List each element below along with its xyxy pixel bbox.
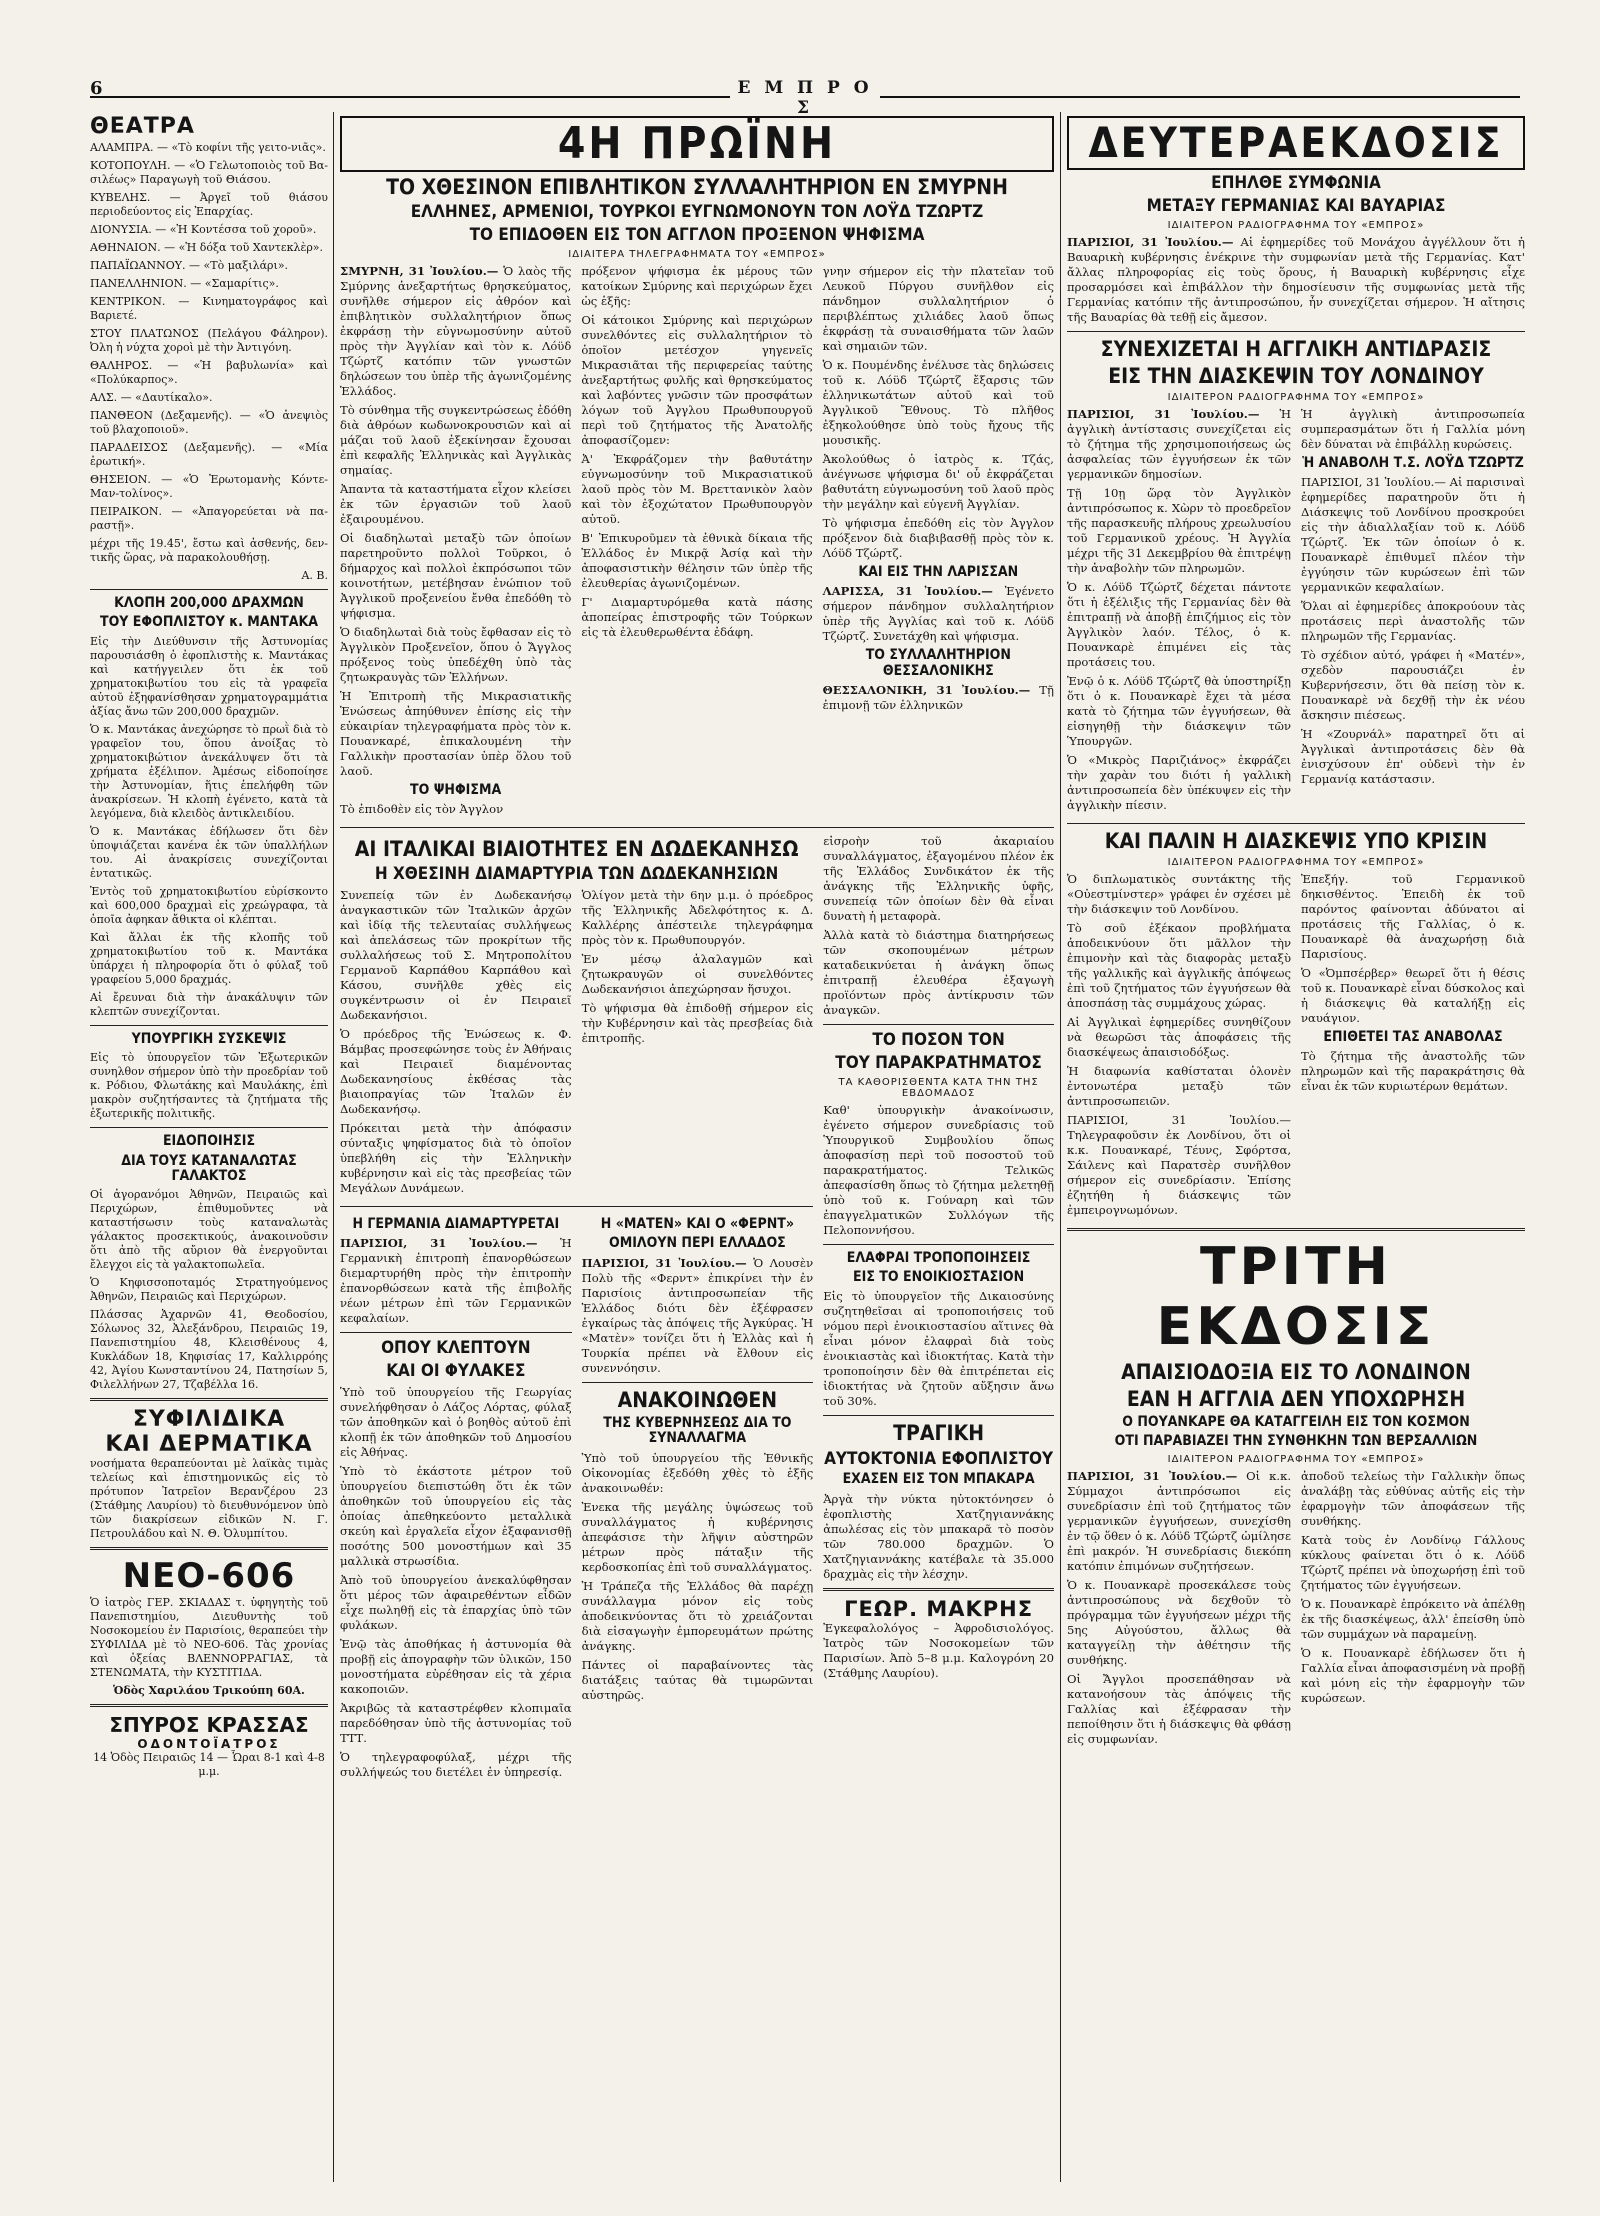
column-center [340, 112, 1054, 2192]
divider [823, 1024, 1054, 1025]
article-text: Ὁ Λουσὲν Πολὺ τῆς «Φερντ» ἐπικρίνει τὴν ἐν Παρισίοις ἀντιπροσωπείαν τῆς Ἑλλάδος διότι δὲν ἐξέφρασεν ἐγκαίρως τὰς ἀπόψεις τῆς Ἀγκύρας. Ἡ «Ματὲν» τονίζει ὅτι ἡ Ἑλλὰς καὶ ἡ Τουρκία πρέπει νὰ ἔλθουν εἰς συνεννόησιν. [581, 1255, 814, 1375]
article-paragraph [1067, 235, 1525, 325]
article-paragraph: Οἱ διαδηλωταὶ μεταξὺ τῶν ὁποίων παρετηροῦντο πολλοὶ Τοῦρκοι, ὁ δήμαρχος καὶ πολλοὶ ἐκπρόσωποι τῶν κοινοτήτων, μετέβησαν ἐνώπιον τοῦ Ἀγγλικοῦ προξενείου ἔνθα ἐπεδόθη τὸ ψήφισμα. [340, 530, 572, 620]
article-headline: ΤΟ ΠΟΣΟΝ ΤΟΝ [872, 1030, 1005, 1051]
article-headline: Ἡ ΑΝΑΒΟΛΗ Τ.Σ. ΛΟΫΔ ΤΖΩΡΤΖ [1302, 454, 1524, 471]
divider [1067, 823, 1525, 824]
article-columns [1067, 1469, 1525, 1751]
article-paragraph: Τὸ ζήτημα τῆς ἀναστολῆς τῶν πληρωμῶν καὶ τῆς παρακράτησις θὰ εἶναι ἐκ τῶν κυριωτέρων θεμάτων. [1301, 1049, 1525, 1094]
advertisement-body: νοσήματα θεραπεύονται μὲ λαϊκὰς τιμὰς τελείως καὶ ἐπιστημονικῶς εἰς τὸ πρότυπον Ἰατρεῖον Βερανζέρου 23 (Στάθμης Λαυρίου) τὸ διευθυνόμενον ὑπὸ τῶν διακρίσεων εἰδικῶν Ν. Γ. Πετρουλάδου καὶ Ν. Θ. Ὀλυμπίτου. [90, 1457, 328, 1541]
article-paragraph: Ἀπαντα τὰ καταστήματα εἶχον κλείσει ἐκ τῶν ἐργασιῶν τοῦ λαοῦ ἐξαιρουμένου. [340, 481, 572, 526]
article-paragraph: Τὸ ἐπιδοθὲν εἰς τὸν Ἀγγλον [340, 802, 504, 817]
article-headline: ΑΝΑΚΟΙΝΩΘΕΝ [617, 1387, 778, 1412]
advertisement-title: ΓΕΩΡ. ΜΑΚΡΗΣ [844, 1596, 1034, 1621]
list-item: ΠΑΠΑΪΩΑΝΝΟΥ. — «Τὸ μαξιλάρι». [90, 259, 289, 272]
article-headline: ΤΟ ΨΗΦΙΣΜΑ [410, 781, 502, 798]
article-column [1067, 1469, 1291, 1751]
article-paragraph: Εἰς τὸ ὑπουργεῖον τῶν Ἐξωτερικῶν συνηλθον σήμερον ὑπὸ τὴν προεδρίαν τοῦ κ. Ρόδιου, Φλωτάκης καὶ Μαυλάκης, ἐπὶ μακρὸν συζητήσαντες τὰ ζητήματα τῆς ἐξωτερικῆς πολιτικῆς. [90, 1051, 328, 1121]
divider [90, 1127, 328, 1128]
list-item: ΚΕΝΤΡΙΚΟΝ. — Κινηματογράφος καὶ Βαριετέ. [90, 295, 328, 322]
dateline: ΠΑΡΙΣΙΟΙ, 31 Ἰουλίου.— [340, 1236, 538, 1251]
article-subheadline: ΕΧΑΣΕΝ ΕΙΣ ΤΟΝ ΜΠΑΚΑΡΑ [842, 1471, 1035, 1488]
column-rule [333, 112, 334, 2182]
article-headline: ΕΠΙΘΕΤΕΙ ΤΑΣ ΑΝΑΒΟΛΑΣ [1323, 1028, 1503, 1045]
article-paragraph: Τῇ 10ῃ ὥρᾳ τὸν Ἀγγλικὸν ἀντιπρόσωπος κ. Χὼρν τὸ προεδρεῖον τῆς παρασκευῆς πλήρους χρεωλυσίου τοῦ Γερμανικοῦ χρέους. Ἡ Ἀγγλία μέχρι τῆς 31 Δεκεμβρίου θὰ ἐπιτρέψῃ τὴν ἀναβολὴν τῶν πληρωμῶν. [1067, 485, 1291, 575]
list-item: ΣΤΟΥ ΠΛΑΤΩΝΟΣ (Πελάγου Φάληρον). Ὀλη ἡ νύχτα χοροὶ μὲ τὴν Ἀντιγόνη. [90, 327, 328, 354]
article-paragraph: Κατὰ τοὺς ἐν Λονδίνῳ Γάλλους κύκλους φαίνεται ὅτι ὁ κ. Λόϋδ Τζώρτζ πρέπει νὰ ὑποχωρήσῃ ἐπὶ τοῦ ζητήματος τῶν ἐγγυήσεων. [1301, 1532, 1525, 1592]
advertisement-body: Ἐγκεφαλολόγος – Ἀφροδισιολόγος. Ἰατρὸς τῶν Νοσοκομείων τῶν Παρισίων. Ἀπὸ 5–8 μ.μ. Καλογρόνη 20 (Στάθμης Λαυρίου). [823, 1620, 1054, 1680]
advertisement-title: ΣΠΥΡΟΣ ΚΡΑΣΣΑΣ [109, 1713, 309, 1738]
list-item: ΑΛΑΜΠΡΑ. — «Τὸ κοφίνι τῆς γειτο-νιᾶς». [90, 141, 326, 154]
article-paragraph: Ὁ κ. Πουμένδης ἐνέλυσε τὰς δηλώσεις τοῦ κ. Λόϋδ Τζώρτζ ἔξαρσις τῶν ἑλληνικωτάτων αὐτοῦ καὶ τοῦ Ἀγγλικοῦ Ἔθνους. Τὸ πλῆθος ἐξηκολούθησε ὑπὸ τοὺς ἤχους τῆς μουσικῆς. [822, 357, 1054, 447]
article-paragraph: Ὁ «Μικρὸς Παριζιάνος» ἐκφράζει τὴν χαρὰν του διότι ἡ γαλλικὴ ἀντιπροσωπεία δὲν ὑπέκυψεν εἰς τὴν ἀγγλικὴν πίεσιν. [1067, 752, 1291, 812]
divider [90, 1547, 328, 1550]
article-subheadline: Ο ΠΟΥΑΝΚΑΡΕ ΘΑ ΚΑΤΑΓΓΕΙΛΗ ΕΙΣ ΤΟΝ ΚΟΣΜΟΝ [1122, 1414, 1470, 1431]
theatre-list [90, 141, 328, 583]
list-item: ΠΑΝΘΕΟΝ (Δεξαμενῆς). — «Ὁ ἀνεψιὸς τοῦ βλαχοποιοῦ». [90, 409, 328, 436]
article-subheadline: ΜΕΤΑΞΥ ΓΕΡΜΑΝΙΑΣ ΚΑΙ ΒΑΥΑΡΙΑΣ [1146, 195, 1446, 216]
article-paragraph: Τὸ σοῦ ἐξέκαον προβλήματα ἀποδεικνύουν ὅτι μᾶλλον τὴν ἐπιμονὴν καὶ τὰς διαφορὰς μεταξὺ τῆς γαλλικῆς καὶ ἀγγλικῆς ἀπόψεως ἐπὶ τοῦ ζητήματος τῶν ἐγγυήσεων θὰ ἀποσπάσῃ τὰς συμμάχους χώρας. [1067, 920, 1291, 1010]
article-paragraph: πρόξενον ψήφισμα ἐκ μέρους τῶν κατοίκων Σμύρνης καὶ περιχώρων ἔχει ὡς ἑξῆς: [581, 263, 813, 308]
article-headline: ΤΟ ΧΘΕΣΙΝΟΝ ΕΠΙΒΛΗΤΙΚΟΝ ΣΥΛΛΑΛΗΤΗΡΙΟΝ ΕΝ ΣΜΥΡΝΗ [386, 175, 1008, 200]
article-tag: ΤΑ ΚΑΘΟΡΙΣΘΕΝΤΑ ΚΑΤΑ ΤΗΝ ΤΗΣ ΕΒΔΟΜΑΔΟΣ [838, 1076, 1039, 1099]
article-paragraph: Συνεπείᾳ τῶν ἐν Δωδεκανήσῳ ἀναγκαστικῶν τῶν Ἰταλικῶν ἀρχῶν καὶ ἰδίᾳ τῆς τελευταίας συλλήψεως καὶ ἀπελάσεως τῶν προκρίτων τῆς συλλαλήσεως τοῦ Σ. Μητροπολίτου Γερμανοῦ Καρπάθου Καρπάθου καὶ Κάσου, συνῆλθε χθὲς εἰς συγκέντρωσιν οἱ ἐν Πειραιεῖ Δωδεκανήσιοι. [340, 888, 572, 1023]
list-item: μέχρι τῆς 19.45', ἔστω καὶ ἀσθενής, δεν-τικῆς ὥρας, νὰ παρακολουθήσῃ. [90, 537, 328, 564]
list-item: ΠΕΙΡΑΙΚΟΝ. — «Ἀπαγορεύεται νὰ πα-ραστῇ». [90, 505, 328, 532]
article-paragraph: Ὁ κ. Μαντάκας ἐδήλωσεν ὅτι δὲν ὑποψιάζεται κανένα ἐκ τῶν ὑπαλλήλων του. Αἱ ἀνακρίσεις συνεχίζονται ἐντατικῶς. [90, 824, 328, 880]
dateline: ΠΑΡΙΣΙΟΙ, 31 Ἰουλίου.— [581, 1255, 747, 1270]
article-tag: ΙΔΙΑΙΤΕΡΟΝ ΡΑΔΙΟΓΡΑΦΗΜΑ ΤΟΥ «ΕΜΠΡΟΣ» [1167, 1453, 1425, 1465]
newspaper-name: Ε Μ Π Ρ Ο Σ [730, 78, 880, 118]
article-paragraph: Ὑπὸ τὸ ἐκάστοτε μέτρον τοῦ ὑπουργείου διεπιστώθη ὅτι ἐκ τῶν ἀποθηκῶν τοῦ ὑπουργείου εἰς τὰς ὁποίας ἀπεθηκεύοντο μεταλλικὰ σκεύη καὶ ἐργαλεῖα εἶχον ἐξαφανισθῇ ποσότης 500 μονοστήμων καὶ 35 μαλλικὰ στρωσίδια. [340, 1463, 572, 1568]
article-paragraph: Ὁ διπλωματικὸς συντάκτης τῆς «Οὐεστμίνστερ» γράφει ἐν σχέσει μὲ τὴν διάσκεψιν τοῦ Λονδίνου. [1067, 871, 1291, 916]
article-paragraph: Ἡ Τράπεζα τῆς Ἑλλάδος θὰ παρέχῃ συνάλλαγμα μόνον εἰς τοὺς ἀποδεικνύοντας ὅτι τὸ χρειάζονται διὰ εἰσαγωγὴν ἐμπορευμάτων πρώτης ἀνάγκης. [581, 1578, 814, 1653]
divider [340, 1332, 572, 1333]
dateline: ΘΕΣΣΑΛΟΝΙΚΗ, 31 Ἰουλίου.— [822, 683, 1031, 698]
article-paragraph: Τὸ ψήφισμα θὰ ἐπιδοθῇ σήμερον εἰς τὴν Κυβέρνησιν καὶ τὰς πρεσβείας διὰ ἐπιτροπῆς. [581, 1001, 814, 1046]
article-headline: ΤΡΑΓΙΚΗ [893, 1421, 985, 1446]
article-columns [340, 1213, 813, 1784]
article-columns [1067, 407, 1525, 817]
article-subheadline: Η ΧΘΕΣΙΝΗ ΔΙΑΜΑΡΤΥΡΙΑ ΤΩΝ ΔΩΔΕΚΑΝΗΣΙΩΝ [374, 864, 779, 885]
article-subheadline: ΔΙΑ ΤΟΥΣ ΚΑΤΑΝΑΛΩΤΑΣ ΓΑΛΑΚΤΟΣ [121, 1152, 297, 1184]
dateline: ΛΑΡΙΣΣΑ, 31 Ἰουλίου.— [822, 584, 993, 599]
article-paragraph: γνην σήμερον εἰς τὴν πλατεῖαν τοῦ Λευκοῦ Πύργου συνῆλθον εἰς πάνδημον συλλαλητήριον ὁ περιβλέπτως χιλιάδες λαοῦ ὅπως ἐκφράσῃ τὰ συναισθήματα τῶν λαῶν καὶ σημαιῶν τῶν. [822, 263, 1054, 353]
divider [90, 1025, 328, 1026]
divider [823, 1588, 1054, 1591]
article-text: Ἡ Γερμανικὴ ἐπιτροπὴ ἐπανορθώσεων διεμαρτυρήθη πρὸς τὴν ἐπιτροπὴν ἐπανορθώσεων κατὰ τῆς ἐπιβολῆς νέων μέτρων ἐπὶ τῶν Γερμανικῶν κεφαλαίων. [340, 1236, 572, 1326]
article-paragraph: Ἀλλὰ κατὰ τὸ διάστημα διατηρήσεως τῶν σκοπουμένων μέτρων καταδεικνύεται ἡ ἀνάγκη ὅπως ἐπιτραπῇ ἐλευθέρα ἐξαγωγὴ προϊόντων πρὸς ἀντίκρυσιν τῶν ἀναγκῶν. [823, 928, 1054, 1018]
article-text: Ὁ λαὸς τῆς Σμύρνης ἀνεξαρτήτως θρησκεύματος, συνῆλθε σήμερον εἰς ἀθρόον καὶ ἐπιβλητικὸν συλλαλητήριον ὅπως ἐκφράσῃ τὴν εὐγνωμοσύνην αὐτοῦ πρὸς τὴν Ἀγγλίαν καὶ τὸν κ. Λόϋδ Τζώρτζ κατόπιν τῶν γνωστῶν δηλώσεων του ὑπὲρ τῆς ἀγωνιζομένης Ἑλλάδος. [340, 263, 572, 398]
article-tag: ΙΔΙΑΙΤΕΡΟΝ ΡΑΔΙΟΓΡΑΦΗΜΑ ΤΟΥ «ΕΜΠΡΟΣ» [1167, 391, 1425, 403]
article-columns [340, 888, 813, 1200]
dateline: ΠΑΡΙΣΙΟΙ, 31 Ἰουλίου.— [1067, 1468, 1238, 1483]
article-tag: ΙΔΙΑΙΤΕΡΑ ΤΗΛΕΓΡΑΦΗΜΑΤΑ ΤΟΥ «ΕΜΠΡΟΣ» [568, 248, 826, 260]
advertisement-body: Ὁ ἰατρὸς ΓΕΡ. ΣΚΙΑΔΑΣ τ. ὑφηγητὴς τοῦ Πανεπιστημίου, Διευθυντὴς τοῦ Νοσοκομείου ἐν Παρισίοις, θεραπεύει τὴν ΣΥΦΙΛΙΔΑ μὲ τὸ ΝΕΟ-606. Τὰς χρονίας καὶ ὀξείας ΒΛΕΝΝΟΡΡΑΓΙΑΣ, τὰ ΣΤΕΝΩΜΑΤΑ, τὴν ΚΥΣΤΙΤΙΔΑ. [90, 1596, 328, 1680]
article-paragraph: Ἡ Ἐπιτροπὴ τῆς Μικρασιατικῆς Ἑνώσεως ἀπηύθυνεν ἐπίσης εἰς τὴν εὐκαιρίαν τηλεγραφήματα πρὸς τὸν κ. Πουανκαρέ, ἐπικαλουμένη τὴν Γαλλικὴν προστασίαν ὑπὲρ ὅλου τοῦ λαοῦ. [340, 688, 572, 778]
article-subheadline: ΕΛΛΗΝΕΣ, ΑΡΜΕΝΙΟΙ, ΤΟΥΡΚΟΙ ΕΥΓΝΩΜΟΝΟΥΝ ΤΟΝ ΛΟΫΔ ΤΖΩΡΤΖ [410, 202, 984, 223]
article-paragraph: Τὸ σχέδιον αὐτό, γράφει ἡ «Ματέν», σχεδὸν παρουσιάζει ἐν Κυβερνήσεσιν, ὅτι θὰ πείσῃ τὸν κ. Πουανκαρὲ νὰ δεχθῇ τὴν ἐκ νέου ἄσκησιν πιέσεως. [1301, 648, 1525, 723]
article-tag: ΙΔΙΑΙΤΕΡΟΝ ΡΑΔΙΟΓΡΑΦΗΜΑ ΤΟΥ «ΕΜΠΡΟΣ» [1167, 856, 1425, 868]
lower-section [340, 834, 1054, 1784]
article-paragraph: Ὁ διαδηλωταὶ διὰ τοὺς ἔφθασαν εἰς τὸ Ἀγγλικὸν Προξενεῖον, ὅπου ὁ Ἄγγλος πρόξενος τοὺς ὑπεδέχθη ὑπὸ τὰς ζητωκραυγὰς τῶν Ἑλλήνων. [340, 624, 572, 684]
lower-right [823, 834, 1054, 1784]
article-paragraph [582, 1256, 814, 1376]
article-subheadline: ΕΙΣ ΤΗΝ ΔΙΑΣΚΕΨΙΝ ΤΟΥ ΛΟΝΔΙΝΟΥ [1108, 363, 1484, 388]
article-paragraph: Ἡ ἀγγλικὴ ἀντιπροσωπεία συμπερασμάτων ὅτι ἡ Γαλλία μόνη δὲν δύναται νὰ ἐπιβάλλῃ κυρώσεις. [1301, 406, 1525, 451]
column-rule [1060, 112, 1061, 2182]
list-item: ΠΑΡΑΔΕΙΣΟΣ (Δεξαμενῆς). — «Μία ἐρωτική». [90, 441, 328, 468]
article-paragraph: Ὑπὸ τοῦ ὑπουργείου τῆς Γεωργίας συνελήφθησαν ὁ Λάζος Λόρτας, φύλαξ τῶν ἀποθηκῶν καὶ ὁ βοηθὸς αὐτοῦ ἐπὶ κλοπῇ ἐκ τῶν ἀποθηκῶν τοῦ Δημοσίου εἰς Ἀθήνας. [340, 1384, 572, 1459]
theatre-heading: ΘΕΑΤΡΑ [90, 114, 195, 139]
article-headline: ΥΠΟΥΡΓΙΚΗ ΣΥΣΚΕΨΙΣ [131, 1030, 287, 1047]
article-paragraph: Ὁ τηλεγραφοφύλαξ, μέχρι τῆς συλλήψεώς του διετέλει ἐν ὑπηρεσίᾳ. [340, 1749, 572, 1779]
divider [340, 1206, 813, 1207]
advertisement-title: ΣΥΦΙΛΙΔΙΚΑ [132, 1407, 286, 1433]
lower-left [340, 834, 813, 1784]
article-paragraph: εἰσροὴν τοῦ ἀκαριαίου συναλλάγματος, ἐξαγομένου πλέον ἐκ τῆς Ἑλλάδος Συνδικάτον ἐκ τῆς ἀνάγκης τῆς Ἑλληνικῆς ὑφῆς, συνεπείᾳ τῶν ὁποίων δὲν θὰ εἶναι δυνατὴ ἡ μεταφορὰ. [823, 834, 1054, 924]
article-tag: ΙΔΙΑΙΤΕΡΟΝ ΡΑΔΙΟΓΡΑΦΗΜΑ ΤΟΥ «ΕΜΠΡΟΣ» [1167, 219, 1425, 231]
list-item: ΘΗΣΕΙΟΝ. — «Ὁ Ἐρωτομανὴς Κόντε-Μαν-τολίνος». [90, 473, 328, 500]
article-text: Τῇ ἐπιμονῇ τῶν ἑλληνικῶν [822, 683, 1054, 713]
article-paragraph: Ἡ «Ζουρνάλ» παρατηρεῖ ὅτι αἱ Ἀγγλικαὶ ἀντιπροτάσεις δὲν θὰ ἐνισχύσουν ἐπ' οὐδενὶ τὴν ἐν Γερμανίᾳ κατάστασιν. [1301, 727, 1525, 787]
article-paragraph: Ἀπὸ τοῦ ὑπουργείου ἀνεκαλύφθησαν ὅτι μέρος τῶν ἀφαιρεθέντων εἶδῶν εἶχε πωληθῇ εἰς τὰ ἐπαρχίας ὑπὸ τῶν φυλάκων. [340, 1572, 572, 1632]
article-subheadline: ΕΙΣ ΤΟ ΕΝΟΙΚΙΟΣΤΑΣΙΟΝ [853, 1269, 1025, 1286]
article-paragraph: Β' Ἐπικυροῦμεν τὰ ἐθνικὰ δίκαια τῆς Ἑλλάδος ἐν Μικρᾷ Ἀσίᾳ καὶ τὴν ἀποφασιστικὴν θέλησιν τῶν ὑπὲρ τῆς ἐλευθερίας ἀγωνιζομένων. [581, 530, 813, 590]
article-subheadline: ΚΑΙ ΟΙ ΦΥΛΑΚΕΣ [386, 1361, 526, 1382]
article-column [582, 888, 814, 1200]
article-paragraph: Οἱ Ἄγγλοι προσεπάθησαν νὰ κατανοήσουν τὰς ἀπόψεις τῆς Γαλλίας καὶ ἐξέφρασαν τὴν πεποίθησιν ὅτι ἡ διάσκεψις θὰ φθάσῃ εἰς συμφωνίαν. [1067, 1671, 1291, 1746]
article-paragraph: Καὶ ἄλλαι ἐκ τῆς κλοπῆς τοῦ χρηματοκιβωτίου τοῦ κ. Μαντάκα ὑπάρχει ἡ πληροφορία ὅτι ὁ φύλαξ τοῦ γραφείου 5,000 δραχμάς. [90, 930, 328, 986]
article-paragraph: Ὁ κ. Μαντάκας ἀνεχώρησε τὸ πρωῒ διὰ τὸ γραφεῖον του, ὅπου ἀνοίξας τὸ χρηματοκιβώτιον ἀνεκάλυψεν ὅτι τὰ χρήματα ἐξέλιπον. Ἀμέσως εἰδοποίησε τὴν Ἀστυνομίαν, ἥτις ἐπελήφθη τῶν ἀνακρίσεων. Ἡ κλοπὴ ἐγένετο, κατὰ τὰ λεγόμενα, διὰ κλειδὸς ἀντικλειδίου. [90, 722, 328, 820]
article-paragraph: Ἀκριβῶς τὰ καταστρέφθεν κλοπιμαῖα παρεδόθησαν ὑπὸ τῆς ἀστυνομίας τοῦ ΤΤΤ. [340, 1700, 572, 1745]
advertisement-title: ΝΕΟ-606 [122, 1556, 296, 1597]
article-headline: ΚΛΟΠΗ 200,000 ΔΡΑΧΜΩΝ [114, 595, 304, 611]
page-number: 6 [90, 78, 103, 99]
article-subheadline: ΟΤΙ ΠΑΡΑΒΙΑΖΕΙ ΤΗΝ ΣΥΝΘΗΚΗΝ ΤΩΝ ΒΕΡΣΑΛΛΙΩΝ [1114, 1433, 1478, 1450]
article-paragraph: Ὁ κ. Πουανκαρὲ προσεκάλεσε τοὺς ἀντιπροσώπους νὰ δεχθοῦν τὸ πρόγραμμα τῶν ἐγγυήσεων μέχρι τῆς 5ης Αὐγούστου, ἄλλως θὰ καταγγείλῃ τὴν ἀθέτησιν τῆς συνθήκης. [1067, 1577, 1291, 1667]
article-subheadline: ΑΥΤΟΚΤΟΝΙΑ ΕΦΟΠΛΙΣΤΟΥ [824, 1448, 1054, 1469]
list-item: ΚΟΤΟΠΟΥΛΗ. — «Ὁ Γελωτοποιὸς τοῦ Βα-σιλέως» Παραγωγὴ τοῦ Θιάσου. [90, 159, 328, 186]
article-column [340, 264, 571, 821]
article-paragraph [1067, 407, 1291, 482]
article-paragraph: Αἱ ἔρευναι διὰ τὴν ἀνακάλυψιν τῶν κλεπτῶν συνεχίζονται. [90, 990, 328, 1018]
article-column [582, 1213, 814, 1784]
divider [1067, 1228, 1525, 1231]
article-paragraph: Γ' Διαμαρτυρόμεθα κατὰ πάσης ἀποπείρας ἐπιστροφῆς τῶν Τούρκων εἰς τὰ ἐλευθερωθέντα ἐδάφη. [581, 594, 813, 639]
article-column [340, 888, 572, 1200]
article-paragraph: Αἱ Ἀγγλικαὶ ἐφημερίδες συνηθίζουν νὰ θεωρῶσι τὰς ἀποφάσεις τῆς διασκέψεως ἀπαισιοδόξως. [1067, 1014, 1291, 1059]
list-item: ΔΙΟΝΥΣΙΑ. — «Ἡ Κοντέσσα τοῦ χοροῦ». [90, 223, 317, 236]
article-paragraph: Ἡ διαφωνία καθίσταται ὁλονὲν ἐντονωτέρα μεταξὺ τῶν ἀντιπροσωπειῶν. [1067, 1063, 1291, 1108]
article-columns [1067, 872, 1525, 1222]
article-paragraph [340, 1236, 572, 1326]
article-subheadline: ΤΟΥ ΕΦΟΠΛΙΣΤΟΥ κ. ΜΑΝΤΑΚΑ [100, 614, 318, 631]
article-paragraph: Εἰς τὴν Διεύθυνσιν τῆς Ἀστυνομίας παρουσιάσθη ὁ ἐφοπλιστὴς κ. Μαντάκας καὶ κατήγγειλεν ὅτι ἐκ τοῦ χρηματοκιβωτίου του εἰς τὰ γραφεῖα αὐτοῦ ἐξηφανίσθησαν χρηματογραμμάτια ἀξίας ἄνω τῶν 200,000 δραχμῶν. [90, 634, 328, 718]
article-columns [340, 264, 1054, 821]
article-column [1301, 1469, 1525, 1751]
article-paragraph: Εἰς τὸ ὑπουργεῖον τῆς Δικαιοσύνης συζητηθεῖσαι αἱ τροποποιήσεις τοῦ νόμου περὶ ἐνοικιοστασίου αἵτινες θὰ εἶναι μόνον ἐλαφραὶ διὰ τοὺς ἐνοικιαστὰς καὶ ἰδιοκτήτας. Κατὰ τὴν τροποποίησιν δὲν θὰ ἐπιτρέπεται εἰς ἰδιοκτήτας νὰ ζητοῦν αὔξησιν ἄνω τοῦ 30%. [823, 1289, 1054, 1409]
column-right [1067, 112, 1525, 2192]
list-item: ΑΘΗΝΑΙΟΝ. — «Ἡ δόξα τοῦ Χαντεκλὲρ». [90, 241, 324, 254]
article-paragraph: Ὁ κ. Πουανκαρὲ ἐπρόκειτο νὰ ἀπέλθῃ ἐκ τῆς διασκέψεως, ἀλλ' ἐπείσθη ὑπὸ τῶν συμμάχων νὰ παραμείνῃ. [1301, 1596, 1525, 1641]
article-paragraph [340, 264, 571, 399]
article-headline: ΚΑΙ ΕΙΣ ΤΗΝ ΛΑΡΙΣΣΑΝ [858, 563, 1019, 580]
divider [90, 1398, 328, 1401]
advertisement-address: Ὁδὸς Χαριλάου Τρικούπη 60Α. [113, 1684, 305, 1698]
article-subheadline: ΤΗΣ ΚΥΒΕΡΝΗΣΕΩΣ ΔΙΑ ΤΟ ΣΥΝΑΛΛΑΓΜΑ [603, 1414, 792, 1447]
article-paragraph: Ἐντὸς τοῦ χρηματοκιβωτίου εὑρίσκοντο καὶ 600,000 δραχμαὶ εἰς χρεώγραφα, τὰ ὁποῖα ἀφηκαν ἄθικτα οἱ κλέπται. [90, 884, 328, 926]
article-paragraph: Ἐπεξήγ. τοῦ Γερμανικοῦ δηκισθέντος. Ἐπειδὴ ἐκ τοῦ παρόντος φαίνονται ἀδύνατοι αἱ προτάσεις τῆς Γαλλίας, ὁ κ. Πουανκαρὲ θὰ ἀναχωρήσῃ διὰ Παρισίους. [1301, 871, 1525, 961]
list-item: ΘΑΛΗΡΟΣ. — «Ἡ βαβυλωνία» καὶ «Πολύκαρπος». [90, 359, 328, 386]
list-item: ΑΛΣ. — «Δαυτίκαλο». [90, 391, 213, 404]
article-headline: Η ΓΕΡΜΑΝΙΑ ΔΙΑΜΑΡΤΥΡΕΤΑΙ [352, 1216, 560, 1233]
article-paragraph: Ὑπὸ τοῦ ὑπουργείου τῆς Ἐθνικῆς Οἰκονομίας ἐξεδόθη χθὲς τὸ ἑξῆς ἀνακοινωθέν: [581, 1450, 814, 1495]
article-headline: ΕΙΔΟΠΟΙΗΣΙΣ [162, 1133, 256, 1150]
article-paragraph: Οἱ ἀγορανόμοι Ἀθηνῶν, Πειραιῶς καὶ Περιχώρων, ἐπιθυμοῦντες νὰ καταστήσωσιν τοὺς καταναλωτὰς γάλακτος προσεκτικούς, ἀνακοινοῦσιν ὅτι ἀπὸ τῆς αὔριον θὰ ἐνεργοῦνται ἔλεγχοι εἰς τὰ γαλακτοπωλεῖα. [90, 1188, 328, 1272]
article-column [1301, 872, 1525, 1222]
article-column [823, 264, 1054, 821]
article-paragraph: ΠΑΡΙΣΙΟΙ, 31 Ἰουλίου.— Τηλεγραφοῦσιν ἐκ Λονδίνου, ὅτι οἱ κ.κ. Πουανκαρέ, Τέυνς, Σφόρτσα, Σάιλενς καὶ Παρατσὲρ συνῆλθον σήμερον εἰς συνεδρίασιν. Ἐπίσης ἐζητήθη ἡ διάσκεψις τῶν ἐμπειρογνωμόνων. [1067, 1112, 1291, 1217]
article-column [581, 264, 812, 821]
article-text: Αἱ ἐφημερίδες τοῦ Μονάχου ἀγγέλλουν ὅτι ἡ Βαυαρικὴ κυβέρνησις ἐνέκρινε τὴν συμφωνίαν μετὰ τῆς Γερμανίας. Κατ' ἄλλας πληροφορίας εἰς τοὺς ὅρους, ἡ Βαυαρικὴ κυβέρνησις εἶχε προσαρμόσει καὶ ἐπιβάλλον τὴν δημοσίευσιν τῆς συμφωνίας μετὰ τῆς Γερμανίας κατόπιν τῆς ἀντιπροσώπου, ἦν συνεχίζεται σήμερον. Ἡ αἴτησις τῆς Βαυαρίας θὰ τεθῇ εἰς ἄμεσον. [1067, 234, 1525, 324]
article-paragraph: Ἀργὰ τὴν νύκτα ηὐτοκτόνησεν ὁ ἐφοπλιστὴς Χατζηγιαννάκης ἀπωλέσας εἰς τὸν μπακαρᾶ τὸ ποσὸν τῶν 780.000 δραχμῶν. Ὁ Χατζηγιαννάκης κατέβαλε τὰ 35.000 δραχμὰς εἰς τὴν λέσχην. [823, 1491, 1054, 1581]
article-paragraph [1067, 1469, 1291, 1574]
article-paragraph: Ὁ «Ὀμπσέρβερ» θεωρεῖ ὅτι ἡ θέσις τοῦ κ. Πουανκαρὲ εἶναι δύσκολος καὶ ἡ διάσκεψις θὰ καταλήξῃ εἰς ναυάγιον. [1301, 965, 1525, 1025]
article-headline: ΑΙ ΙΤΑΛΙΚΑΙ ΒΙΑΙΟΤΗΤΕΣ ΕΝ ΔΩΔΕΚΑΝΗΣΩ [354, 837, 799, 862]
divider [823, 1244, 1054, 1245]
divider [823, 1415, 1054, 1416]
article-paragraph: Ὁ Κηφισσοποταμός Στρατηγούμενος Ἀθηνῶν, Πειραιῶς καὶ Περιχώρων. [90, 1276, 328, 1304]
article-paragraph: Ἐνῷ ὁ κ. Λόϋδ Τζώρτζ θὰ ὑποστηρίξῃ ὅτι ὁ κ. Πουανκαρὲ ἔχει τὰ μέσα κατὰ τὸ ζήτημα τῶν ἐγγυήσεων, θὰ εἰσηγηθῇ τὴν διάσκεψιν τῶν Ὑπουργῶν. [1067, 673, 1291, 748]
article-column [1067, 407, 1291, 817]
article-column [1301, 407, 1525, 817]
article-column [1067, 872, 1291, 1222]
article-paragraph: ΠΑΡΙΣΙΟΙ, 31 Ἰουλίου.— Αἱ παρισιναὶ ἐφημερίδες παρατηροῦν ὅτι ἡ Διάσκεψις τοῦ Λονδίνου προσκρούει εἰς τὴν ἀδιαλλαξίαν τοῦ κ. Λόϋδ Τζώρτζ. Ἐκ τῶν ὁποίων ὁ κ. Πουανκαρὲ ἐπιθυμεῖ πλέον τὴν ἐγγύησιν τῶν κυρώσεων ἐπὶ τῶν γερμανικῶν κεφαλαίων. [1301, 475, 1525, 595]
article-headline: ΕΛΑΦΡΑΙ ΤΡΟΠΟΠΟΙΗΣΕΙΣ [846, 1249, 1031, 1266]
article-headline: ΣΥΝΕΧΙΖΕΤΑΙ Η ΑΓΓΛΙΚΗ ΑΝΤΙΔΡΑΣΙΣ [1100, 336, 1492, 361]
signature: Α. Β. [301, 569, 328, 582]
dateline: ΣΜΥΡΝΗ, 31 Ἰουλίου.— [340, 263, 499, 278]
article-paragraph: Πρόκειται μετὰ τὴν ἀπόφασιν σύνταξις ψηφίσματος διὰ τὸ ὁποῖον ὑπεβλήθη εἰς τὴν Ἑλληνικὴν κυβέρνησιν καὶ εἰς τὰς πρεσβείας τῶν Μεγάλων Δυνάμεων. [340, 1121, 572, 1196]
article-subheadline: ΕΑΝ Η ΑΓΓΛΙΑ ΔΕΝ ΥΠΟΧΩΡΗΣΗ [1126, 1386, 1466, 1411]
article-headline: ΑΠΑΙΣΙΟΔΟΞΙΑ ΕΙΣ ΤΟ ΛΟΝΔΙΝΟΝ [1121, 1359, 1471, 1384]
article-column [340, 1213, 572, 1784]
divider [340, 827, 1054, 828]
article-paragraph [823, 584, 1054, 644]
article-text: Ἡ ἀγγλικὴ ἀντίστασις συνεχίζεται εἰς τὸ ζήτημα τῆς χρησιμοποιήσεως ὡς ἀσφαλείας τῶν ἐγγυήσεων ἐκ τῶν γερμανικῶν δημοσίων. [1067, 406, 1292, 481]
list-item: ΚΥΒΕΛΗΣ. — Ἀργεῖ τοῦ θιάσου περιοδεύοντος εἰς Ἐπαρχίας. [90, 191, 328, 218]
article-paragraph: Ὁ πρόεδρος τῆς Ἑνώσεως κ. Φ. Βάμβας προσεφώνησε τοὺς ἐν Ἀθήναις καὶ Πειραιεῖ διαμένοντας Δωδεκανησίους ἐκθέσας τὰς βιαιοπραγίας τῶν Ἰταλῶν ἐν Δωδεκανήσῳ. [340, 1027, 572, 1117]
divider [1067, 331, 1525, 332]
column-left [90, 112, 328, 2192]
article-paragraph: Ἀ' Ἐκφράζομεν τὴν βαθυτάτην εὐγνωμοσύνην τοῦ Μικρασιατικοῦ λαοῦ πρὸς τὸν Μ. Βρεττανικὸν λαὸν καὶ τὸν ἐξοχώτατον Πρωθυπουργὸν αὐτοῦ. [581, 451, 813, 526]
article-subheadline: ΤΟ ΕΠΙΔΟΘΕΝ ΕΙΣ ΤΟΝ ΑΓΓΛΟΝ ΠΡΟΞΕΝΟΝ ΨΗΦΙΣΜΑ [469, 225, 925, 246]
advertisement-title: ΚΑΙ ΔΕΡΜΑΤΙΚΑ [105, 1432, 313, 1458]
article-paragraph: Ἐν μέσῳ ἀλαλαγμῶν καὶ ζητωκραυγῶν οἱ συνελθόντες Δωδεκανήσιοι ἀπεχώρησαν ἥσυχοι. [581, 952, 814, 997]
divider [90, 1704, 328, 1707]
article-paragraph: Οἱ κάτοικοι Σμύρνης καὶ περιχώρων συνελθόντες εἰς συλλαλητήριον τὸ ὁποῖον μετέσχον γηγενεῖς Μικρασιᾶται τῆς περιφερείας ταύτης ἀνεξαρτήτως φυλῆς καὶ θρησκεύματος καὶ λαβόντες γνῶσιν τῶν προσφάτων λόγων τοῦ Ἀγγλου Πρωθυπουργοῦ περὶ τοῦ ζητήματος τῆς Ἀνατολῆς ἀποφασίζομεν: [581, 312, 813, 447]
dateline: ΠΑΡΙΣΙΟΙ, 31 Ἰουλίου.— [1067, 234, 1234, 249]
article-paragraph: Πάντες οἱ παραβαίνοντες τὰς διατάξεις ταύτας θὰ τιμωρῶνται αὐστηρῶς. [581, 1657, 814, 1702]
divider [582, 1382, 814, 1383]
article-paragraph: Ὁλίγον μετὰ τὴν 6ην μ.μ. ὁ πρόεδρος τῆς Ἑλληνικῆς Ἀδελφότητος κ. Δ. Καλλέρης ἀπέστειλε τηλεγράφημα πρὸς τὸν κ. Πρωθυπουργόν. [581, 888, 814, 948]
article-paragraph: Ὁ κ. Λόϋδ Τζώρτζ δέχεται πάντοτε ὅτι ἡ ἐξέλιξις τῆς Γερμανίας δὲν θὰ ἐπιτραπῇ νὰ ἀποβῇ ἐπιζήμιος εἰς τὸν Ἀγγλικὸν λαόν. Τέλος, ὁ κ. Πουανκαρὲ ἐπιμένει εἰς τὰς προτάσεις του. [1067, 579, 1291, 669]
edition-heading: ΤΡΙΤΗ ΕΚΔΟΣΙΣ [1156, 1236, 1436, 1357]
article-headline: ΟΠΟΥ ΚΛΕΠΤΟΥΝ [381, 1338, 531, 1359]
advertisement-subtitle: ΟΔΟΝΤΟΪΑΤΡΟΣ [137, 1737, 281, 1752]
article-paragraph: ἀποδοῦ τελείως τὴν Γαλλικὴν ὅπως ἀναλάβῃ τὰς εὐθύνας αὐτῆς εἰς τὴν ἐφαρμογὴν τῶν ἀποφάσεων τῆς συνθήκης. [1301, 1468, 1525, 1528]
divider [90, 589, 328, 590]
article-paragraph: Τὸ σύνθημα τῆς συγκεντρώσεως ἐδόθη διὰ ἀθρόων κωδωνοκρουσιῶν καὶ αἱ μάζαι τοῦ λαοῦ ἐξεκίνησαν ἔχουσαι ἐπὶ κεφαλῆς Ἑλληνικὰς καὶ Ἀγγλικὰς σημαίας. [340, 402, 572, 477]
article-headline: ΕΠΗΛΘΕ ΣΥΜΦΩΝΙΑ [1211, 173, 1381, 194]
list-item: ΠΑΝΕΛΛΗΝΙΟΝ. — «Σαμαρίτις». [90, 277, 279, 290]
article-subheadline: ΤΟΥ ΠΑΡΑΚΡΑΤΗΜΑΤΟΣ [835, 1052, 1042, 1073]
article-headline: ΚΑΙ ΠΑΛΙΝ Η ΔΙΑΣΚΕΨΙΣ ΥΠΟ ΚΡΙΣΙΝ [1104, 828, 1488, 853]
article-paragraph: Τὸ ψήφισμα ἐπεδόθη εἰς τὸν Ἀγγλον πρόξενον διὰ διαβιβασθῇ πρὸς τὸν κ. Λόϋδ Τζώρτζ. [822, 515, 1054, 560]
page-header [90, 78, 1520, 118]
article-paragraph: Ὅλαι αἱ ἐφημερίδες ἀποκρούουν τὰς προτάσεις περὶ ἀναστολῆς τῶν πληρωμῶν τῆς Γερμανίας. [1301, 599, 1525, 644]
article-paragraph: Πλάσσας Ἀχαρνῶν 41, Θεοδοσίου, Σόλωνος 32, Ἀλεξάνδρου, Πειραιῶς 19, Πανεπιστημίου 48, Κλεισθένους 4, Κυκλάδων 18, Κηφισίας 17, Καλλιρρόης 42, Ἀγίου Κωνσταντίνου 24, Πατησίων 5, Φιλελλήνων 27, Τζαβέλλα 16. [90, 1308, 328, 1392]
article-paragraph: Ἀκολούθως ὁ ἰατρὸς κ. Τζάς, ἀνέγνωσε ψήφισμα δι' οὗ ἐκφράζεται βαθυτάτη εὐγνωμοσύνη τοῦ λαοῦ πρὸς τὴν μεγάλην καὶ εὐγενῆ Ἀγγλίαν. [822, 451, 1054, 511]
edition-heading: 4Η ΠΡΩΪΝΗ [340, 116, 1054, 172]
dateline: ΠΑΡΙΣΙΟΙ, 31 Ἰουλίου.— [1067, 406, 1260, 421]
article-subheadline: ΟΜΙΛΟΥΝ ΠΕΡΙ ΕΛΛΑΔΟΣ [609, 1235, 786, 1252]
article-paragraph: Ἐνῷ τὰς ἀποθήκας ἡ ἀστυνομία θὰ προβῇ εἰς ἀπογραφὴν τῶν ὑλικῶν, 150 μονοστήματα εὑρέθησαν εἰς τὰ χέρια κακοποιῶν. [340, 1636, 572, 1696]
article-headline: Η «ΜΑΤΕΝ» ΚΑΙ Ο «ΦΕΡΝΤ» [600, 1216, 794, 1233]
article-text: Ἐγένετο σήμερον πάνδημον συλλαλητήριον ὑπὲρ τῆς Ἀγγλίας καὶ τοῦ κ. Λόϋδ Τζώρτζ. Συνετάχθη καὶ ψήφισμα. [822, 584, 1054, 644]
article-paragraph: Καθ' ὑπουργικὴν ἀνακοίνωσιν, ἐγένετο σήμερον συνεδρίασις τοῦ Ὑπουργικοῦ Συμβουλίου ὅπως ἀποφασίσῃ περὶ τοῦ ποσοστοῦ τοῦ παρακρατήματος. Τελικῶς ἀπεφασίσθη ὅπως τὸ ζήτημα μελετηθῇ ὑπὸ τοῦ κ. Γούναρη καὶ τῶν ἐπαγγελματικῶν Συλλόγων τῆς Πελοποννήσου. [823, 1102, 1054, 1237]
article-headline: ΤΟ ΣΥΛΛΑΛΗΤΗΡΙΟΝ ΘΕΣΣΑΛΟΝΙΚΗΣ [865, 647, 1011, 679]
article-paragraph: Ἐνεκα τῆς μεγάλης ὑψώσεως τοῦ συναλλάγματος ἡ κυβέρνησις ἀπεφάσισε τὴν λῆψιν αὐστηρῶν μέτρων πρὸς πάταξιν τῆς κερδοσκοπίας ἐπὶ τοῦ συναλλάγματος. [581, 1499, 814, 1574]
edition-heading: ΔΕΥΤΕΡΑΕΚΔΟΣΙΣ [1067, 116, 1525, 170]
article-paragraph: Ὁ κ. Πουανκαρὲ ἐδήλωσεν ὅτι ἡ Γαλλία εἶναι ἀποφασισμένη νὰ προβῇ καὶ μόνη εἰς τὴν ἐφαρμογὴν τῶν κυρώσεων. [1301, 1645, 1525, 1705]
article-paragraph [823, 683, 1054, 713]
advertisement-body: 14 Ὁδὸς Πειραιῶς 14 — Ὧραι 8-1 καὶ 4-8 μ.μ. [93, 1751, 325, 1779]
article-text: Οἱ κ.κ. Σύμμαχοι ἀντιπρόσωποι εἰς συνεδρίασιν ἐπὶ τοῦ ζητήματος τῶν γερμανικῶν ἐγγυήσεων, συνεχίσθη ἐν τῷ ὅθεν ὁ κ. Λόϋδ Τζώρτζ ὠμίλησε ἐπὶ μακρόν. Ἡ συνεδρίασις διεκόπη κατόπιν ἐπιμόνων συζητήσεων. [1067, 1468, 1292, 1573]
